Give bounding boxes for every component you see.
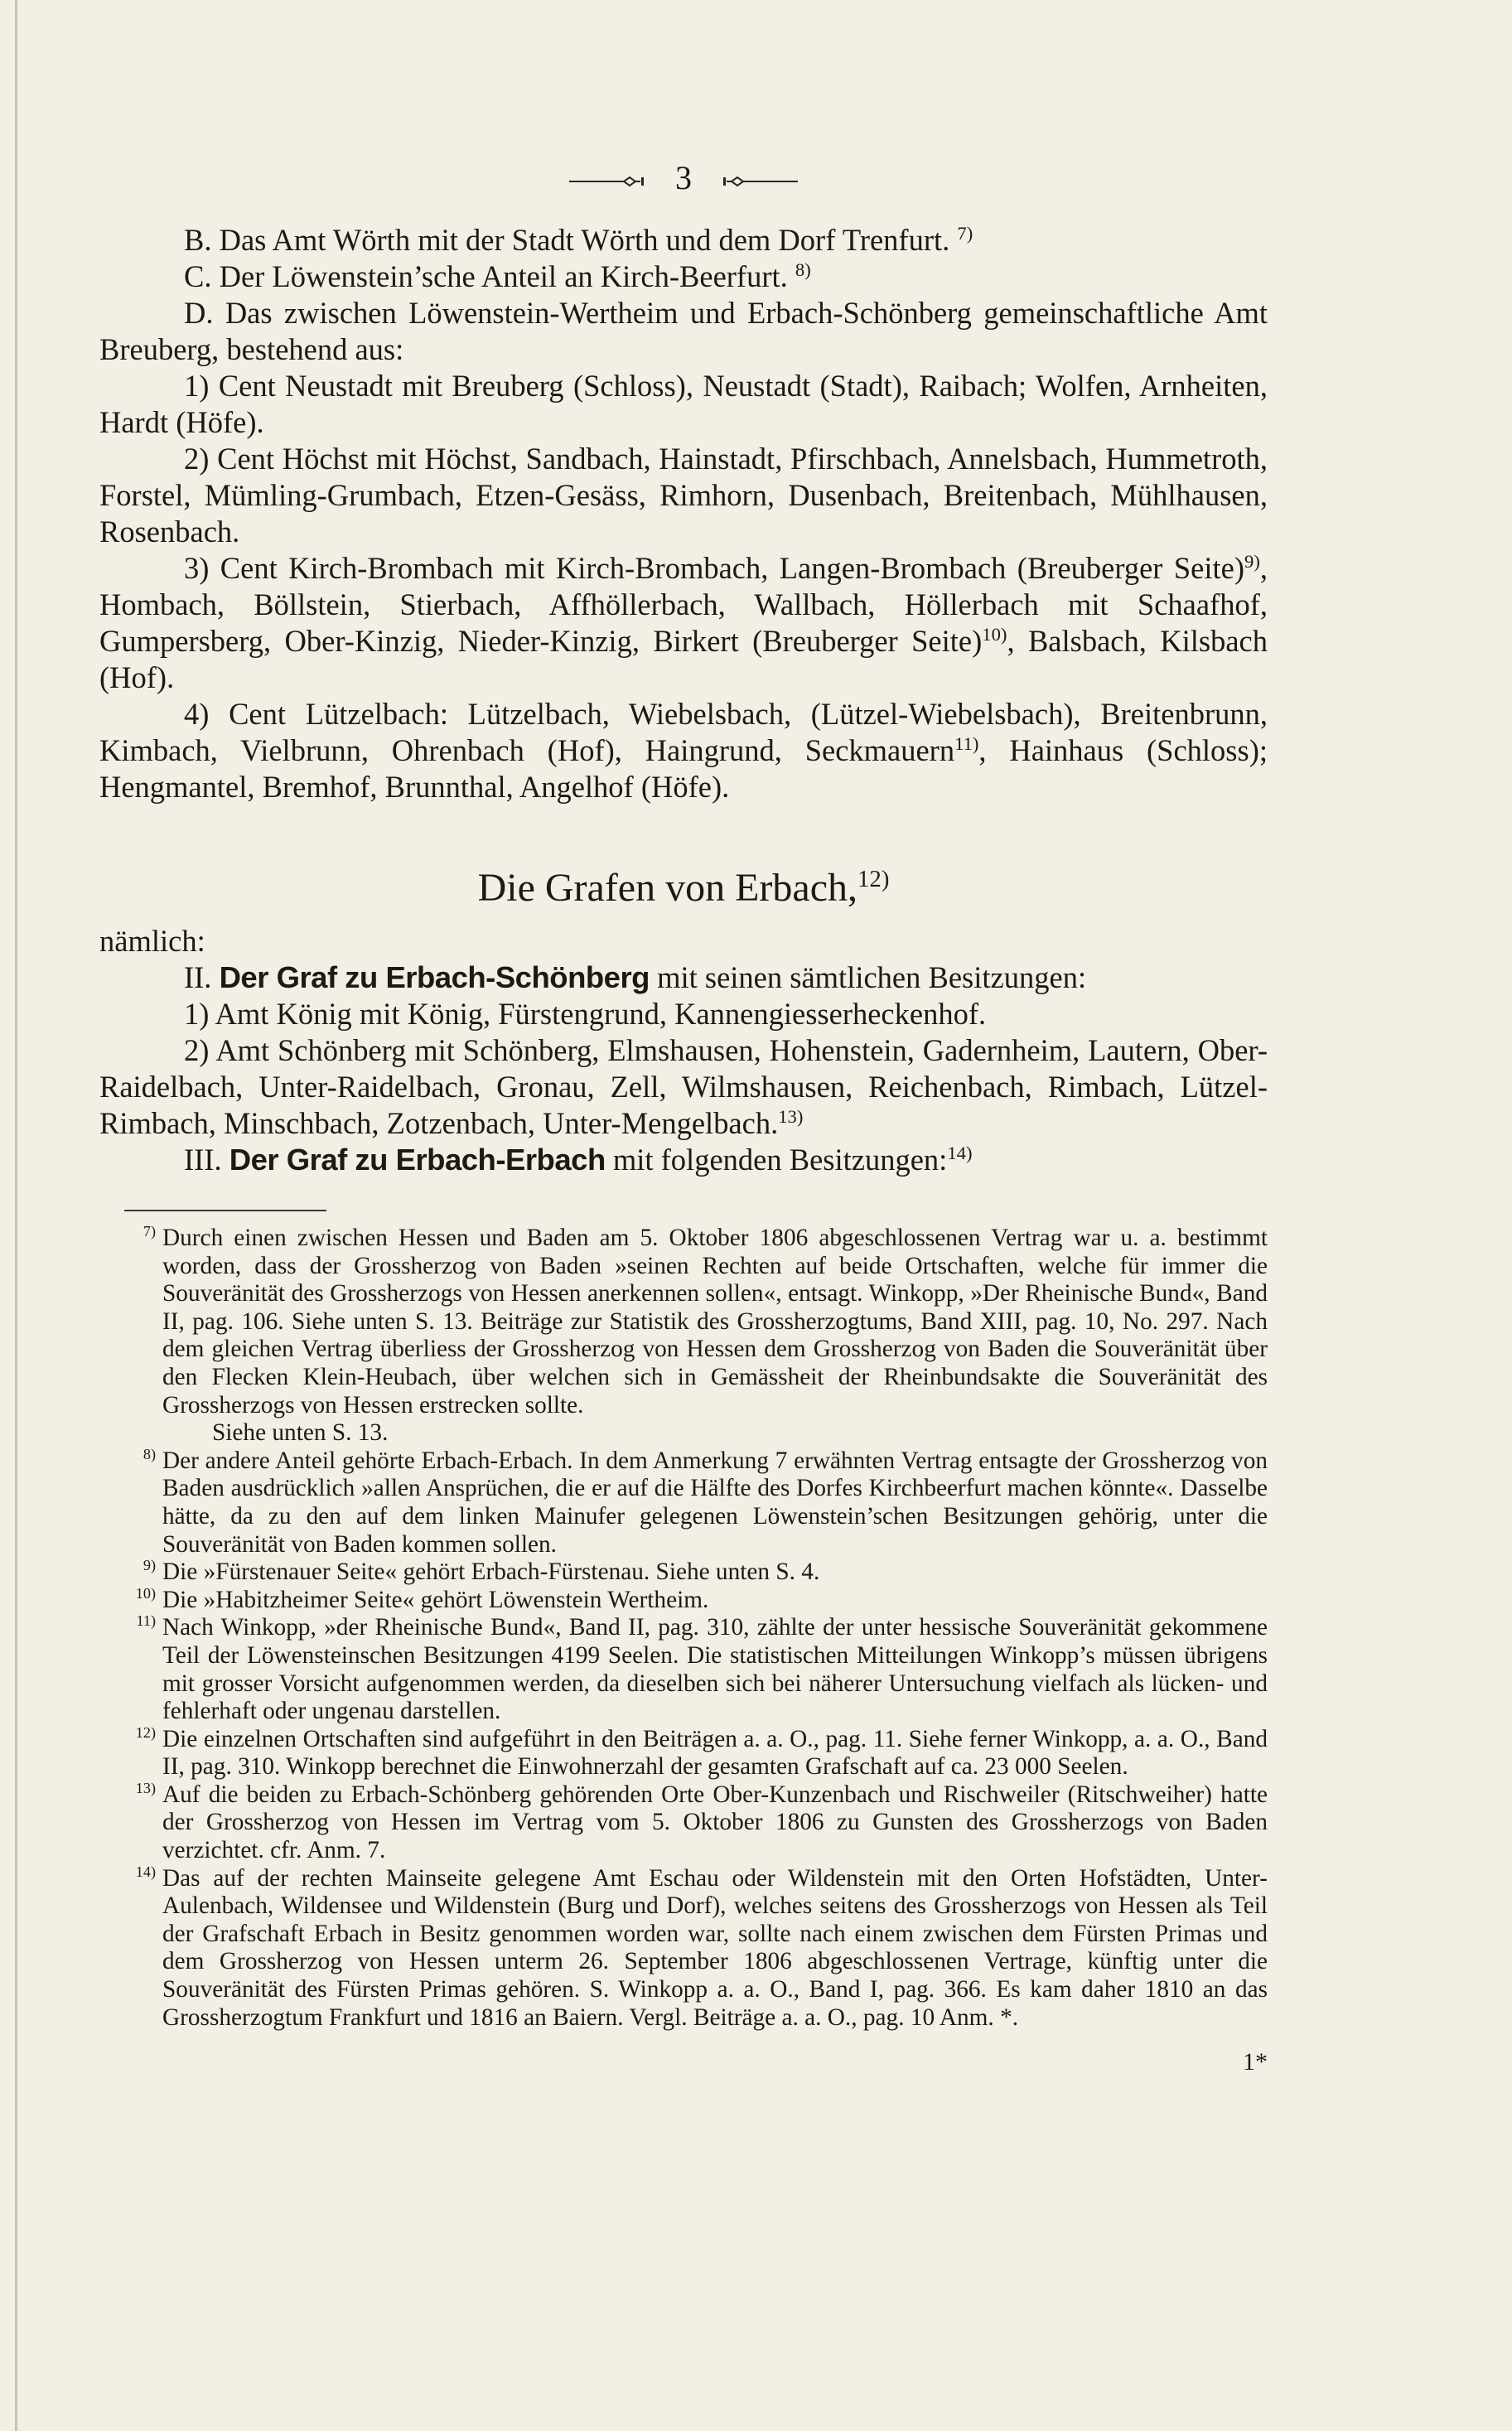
right-ornament-icon <box>722 176 798 187</box>
item-d-3: 3) Cent Kirch-Brombach mit Kirch-Brombach, Langen-Brombach (Breuberger Seite)$^{9)}$, Hombach, Böllstein, Stierbach, Affhöllerbach, Wallbach, Höllerbach mit Schaafhof, Gumpersberg, Ober-Kinzig, Nieder-Kinzig, Birkert (Breuberger Seite)$^{10)}$, Balsbach, Kilsbach (Hof). <box>99 550 1268 694</box>
item-ii: II. Der Graf zu Erbach-Schönberg mit seinen sämtlichen Besitzungen: <box>184 960 1087 994</box>
footnote-12: $^{12)}$ Die einzelnen Ortschaften sind aufgeführt in den Beiträgen a. a. O., pag. 11. Siehe ferner Winkopp, a. a. O., Band II, pag. 310. Winkopp berechnet die Einwohnerzahl der gesamten Grafschaft auf ca. 23 000 Seelen. <box>135 1723 1268 1781</box>
footnotes <box>99 1225 1268 2032</box>
footnote-13: $^{13)}$ Auf die beiden zu Erbach-Schönberg gehörenden Orte Ober-Kunzenbach und Rischweiler (Ritschweiher) hatte der Grossherzog von Hessen im Vertrag vom 5. Oktober 1806 zu Gunsten des Grossherzogs von Baden verzichtet. cfr. Anm. 7. <box>135 1780 1268 1864</box>
item-ii-1: 1) Amt König mit König, Fürstengrund, Kannengiesserheckenhof. <box>184 997 987 1031</box>
footnote-rule <box>124 1210 326 1211</box>
item-c: C. Der Löwenstein’sche Anteil an Kirch-Beerfurt. $^{8)}$ <box>184 259 811 293</box>
page-number: 3 <box>675 159 692 196</box>
item-b: B. Das Amt Wörth mit der Stadt Wörth und dem Dorf Trenfurt. $^{7)}$ <box>184 222 973 257</box>
item-ii-2: 2) Amt Schönberg mit Schönberg, Elmshausen, Hohenstein, Gadernheim, Lautern, Ober-Raidelbach, Unter-Raidelbach, Gronau, Zell, Wilmshausen, Reichenbach, Rimbach, Lützel-Rimbach, Minschbach, Zotzenbach, Unter-Mengelbach.$^{13)}$ <box>99 1033 1268 1140</box>
footnote-10: $^{10)}$ Die »Habitzheimer Seite« gehört Löwenstein Wertheim. <box>135 1584 709 1613</box>
page-header <box>99 157 1268 199</box>
item-d-1: 1) Cent Neustadt mit Breuberg (Schloss), Neustadt (Stadt), Raibach; Wolfen, Arnheiten, Hardt (Höfe). <box>99 369 1268 439</box>
footnote-7: $^{7)}$ Durch einen zwischen Hessen und Baden am 5. Oktober 1806 abgeschlossenen Vertrag war u. a. bestimmt worden, dass der Grossherzog von Baden »seinen Rechten auf beide Ortschaften, welche für immer die Souveränität des Grossherzogs von Hessen anerkennen sollen«, entsagt. Winkopp, »Der Rheinische Bund«, Band II, pag. 106. Siehe unten S. 13. Beiträge zur Statistik des Grossherzogtums, Band XIII, pag. 10, No. 297. Nach dem gleichen Vertrag überliess der Grossherzog von Hessen dem Grossherzog von Baden die Souveränität über den Flecken Klein-Heubach, über welchen sich in Gemässheit der Rheinbundsakte die Souveränität des Grossherzogs von Hessen erstrecken sollte. Siehe unten S. 13. <box>143 1223 1268 1447</box>
page <box>99 157 1268 2076</box>
item-d-2: 2) Cent Höchst mit Höchst, Sandbach, Hainstadt, Pfirschbach, Annelsbach, Hummetroth, Forstel, Mümling-Grumbach, Etzen-Gesäss, Rimhorn, Dusenbach, Breitenbach, Mühlhausen, Rosenbach. <box>99 442 1268 549</box>
left-ornament-icon <box>569 176 645 187</box>
signature-mark: 1* <box>1243 2048 1268 2076</box>
footnote-14: $^{14)}$ Das auf der rechten Mainseite gelegene Amt Eschau oder Wildenstein mit den Orten Hofstädten, Unter-Aulenbach, Wildensee und Wildenstein (Burg und Dorf), welches seitens des Grossherzogs von Hessen als Teil der Grafschaft Erbach in Besitz genommen worden war, sollte nach einem zwischen dem Fürsten Primas und dem Grossherzog von Hessen unterm 26. September 1806 abgeschlossenen Vertrage, künftig unter die Souveränität des Fürsten Primas gehören. S. Winkopp a. a. O., Band I, pag. 366. Es kam daher 1810 an das Grossherzogtum Frankfurt und 1816 an Baiern. Vergl. Beiträge a. a. O., pag. 10 Anm. *. <box>135 1863 1268 2031</box>
naemlich-label: nämlich: <box>99 924 205 958</box>
main-text <box>99 222 1268 1178</box>
binding-edge <box>15 0 17 2431</box>
footnote-11: $^{11)}$ Nach Winkopp, »der Rheinische Bund«, Band II, pag. 310, zählte der unter hessische Souveränität gekommene Teil der Löwensteinschen Besitzungen 4199 Seelen. Die statistischen Mitteilungen Winkopp’s müssen übrigens mit grosser Vorsicht aufgenommen werden, da dieselben sich bei näherer Untersuchung vielfach als lücken- und fehlerhaft oder ungenau darstellen. <box>136 1612 1268 1725</box>
item-iii: III. Der Graf zu Erbach-Erbach mit folgenden Besitzungen:$^{14)}$ <box>184 1142 973 1177</box>
footnote-8: $^{8)}$ Der andere Anteil gehörte Erbach-Erbach. In dem Anmerkung 7 erwähnten Vertrag entsagte der Grossherzog von Baden ausdrücklich »allen Ansprüchen, die er auf die Hälfte des Dorfes Kirchbeerfurt machen könnte«. Dasselbe hätte, da zu den auf dem linken Mainufer gelegenen Löwenstein’schen Besitzungen gehörig, unter die Souveränität von Baden kommen sollen. <box>143 1445 1268 1558</box>
footnote-9: $^{9)}$ Die »Fürstenauer Seite« gehört Erbach-Fürstenau. Siehe unten S. 4. <box>143 1557 820 1586</box>
item-d-4: 4) Cent Lützelbach: Lützelbach, Wiebelsbach, (Lützel-Wiebelsbach), Breitenbrunn, Kimbach, Vielbrunn, Ohrenbach (Hof), Haingrund, Seckmauern$^{11)}$, Hainhaus (Schloss); Hengmantel, Bremhof, Brunnthal, Angelhof (Höfe). <box>99 697 1268 804</box>
section-title: Die Grafen von Erbach,$^{12)}$ <box>477 866 890 910</box>
item-d: D. Das zwischen Löwenstein-Wertheim und Erbach-Schönberg gemeinschaftliche Amt Breuberg, bestehend aus: <box>99 296 1268 366</box>
